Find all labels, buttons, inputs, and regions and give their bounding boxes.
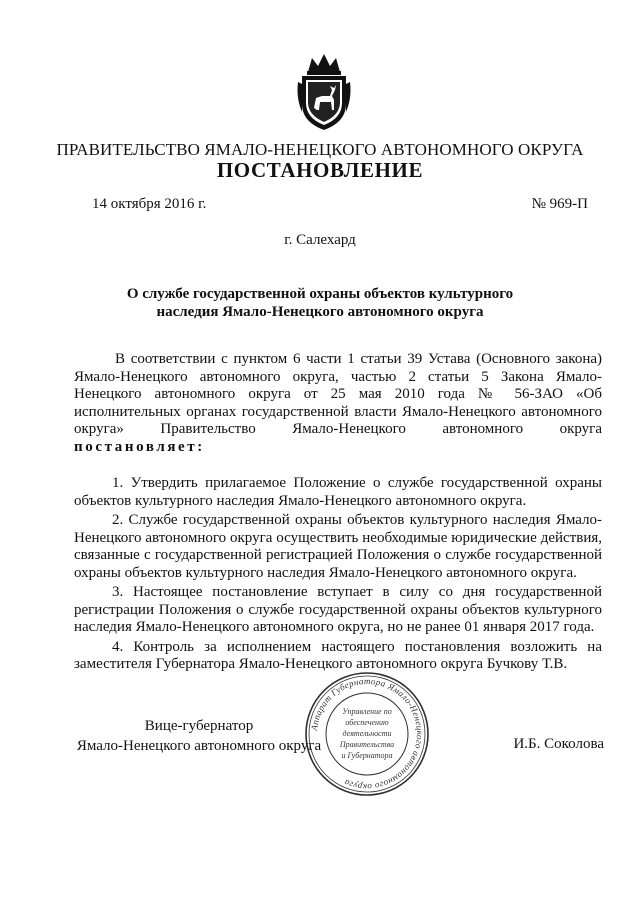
seal-line-2: обеспечению — [345, 718, 389, 727]
document-title-line-1: О службе государственной охраны объектов культурного — [126, 286, 514, 302]
signatory-name: И.Б. Соколова — [513, 736, 604, 752]
document-number: № 969-П — [531, 196, 588, 212]
document-date: 14 октября 2016 г. — [92, 196, 207, 212]
resolution-item-1: 1. Утвердить прилагаемое Положение о службе государственной охраны объектов культурного наследия Ямало-Ненецкого автономного округа. — [74, 475, 602, 509]
seal-line-1: Управление по — [342, 707, 392, 716]
resolution-item-4: 4. Контроль за исполнением настоящего постановления возложить на заместителя Губернатора Ямало-Ненецкого автономного округа Бучкову Т.В. — [74, 638, 602, 672]
resolution-items — [74, 475, 602, 676]
preamble-paragraph — [74, 351, 602, 456]
seal-line-4: Правительства — [339, 740, 395, 749]
seal-line-3: деятельности — [342, 729, 392, 738]
document-title — [0, 285, 640, 321]
resolution-item-3: 3. Настоящее постановление вступает в силу со дня государственной регистрации Положения о службе государственной охраны объектов культурного наследия Ямало-Ненецкого автономного округа, но не ранее 01 января 2017 года. — [74, 584, 602, 635]
preamble-text: В соответствии с пунктом 6 части 1 статьи 39 Устава (Основного закона) Ямало-Ненецкого автономного округа, частью 2 статьи 5 Закона Ямало-Ненецкого автономного округа от 25 мая 2010 года № 56-ЗАО «Об исполнительных органах государственной власти Ямало-Ненецкого автономного округа» Правительство Ямало-Ненецкого автономного округа — [74, 351, 602, 437]
document-type: ПОСТАНОВЛЕНИЕ — [216, 158, 424, 182]
signatory-position-line-2: Ямало-Ненецкого автономного округа — [76, 738, 322, 754]
resolution-item-2: 2. Службе государственной охраны объектов культурного наследия Ямало-Ненецкого автономного округа осуществить необходимые юридические действия, связанные с государственной регистрацией Положения о службе государственной охраны объектов культурного наследия Ямало-Ненецкого автономного округа. — [74, 512, 602, 581]
government-name: ПРАВИТЕЛЬСТВО ЯМАЛО-НЕНЕЦКОГО АВТОНОМНОГО ОКРУГА — [56, 140, 584, 159]
coat-of-arms-icon — [296, 52, 352, 132]
document-city: г. Салехард — [284, 232, 356, 248]
official-seal-stamp — [304, 671, 430, 797]
document-title-line-2: наследия Ямало-Ненецкого автономного округа — [156, 304, 484, 320]
seal-ring-text: Аппарат Губернатора Ямало-Ненецкого автономного округа — [309, 675, 426, 793]
signatory-position-line-1: Вице-губернатор — [144, 718, 254, 734]
signatory-position — [74, 716, 324, 756]
resolves-word: постановляет: — [74, 438, 205, 455]
seal-line-5: и Губернатора — [341, 751, 393, 760]
